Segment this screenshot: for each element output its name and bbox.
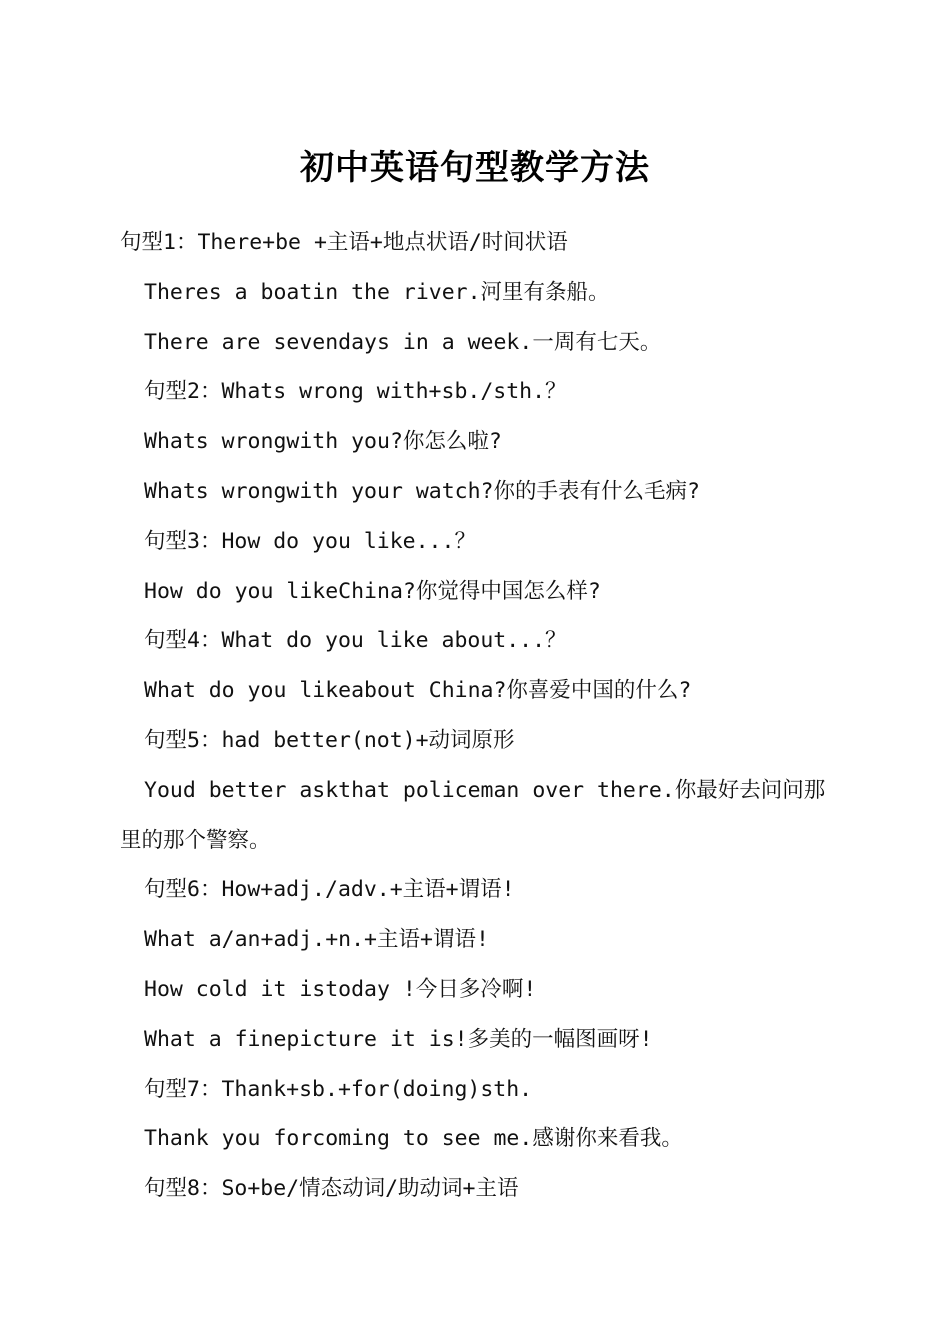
document-title: 初中英语句型教学方法 <box>300 148 650 188</box>
pattern-heading-5: 句型5：had better(not)+动词原形 <box>144 727 515 753</box>
example-line: What a finepicture it is!多美的一幅图画呀! <box>144 1026 653 1052</box>
example-line: Theres a boatin the river.河里有条船。 <box>144 279 610 305</box>
document-body <box>120 218 830 1214</box>
pattern-heading-1: 句型1：There+be +主语+地点状语/时间状语 <box>120 230 568 255</box>
example-line: Whats wrongwith your watch?你的手表有什么毛病? <box>144 478 700 504</box>
example-line-wrapped: Youd better askthat policeman over there.你最好去问问那里的那个警察。 <box>120 777 826 853</box>
pattern-heading-2: 句型2：Whats wrong with+sb./sth.？ <box>144 379 567 405</box>
pattern-heading-4: 句型4：What do you like about...？ <box>144 628 567 654</box>
pattern-heading-7: 句型7：Thank+sb.+for(doing)sth. <box>144 1076 533 1102</box>
example-line: How do you likeChina?你觉得中国怎么样? <box>144 578 601 604</box>
example-line: What do you likeabout China?你喜爱中国的什么? <box>144 678 692 704</box>
pattern-heading-3: 句型3：How do you like...？ <box>144 528 476 554</box>
example-line: What a/an+adj.+n.+主语+谓语! <box>144 927 489 953</box>
example-line: Thank you forcoming to see me.感谢你来看我。 <box>144 1126 683 1152</box>
example-line: Whats wrongwith you?你怎么啦? <box>144 429 502 455</box>
example-line: How cold it istoday !今日多冷啊! <box>144 976 537 1002</box>
pattern-heading-8: 句型8：So+be/情态动词/助动词+主语 <box>144 1176 519 1202</box>
pattern-heading-6: 句型6：How+adj./adv.+主语+谓语! <box>144 877 515 903</box>
example-line: There are sevendays in a week.一周有七天。 <box>144 329 662 355</box>
